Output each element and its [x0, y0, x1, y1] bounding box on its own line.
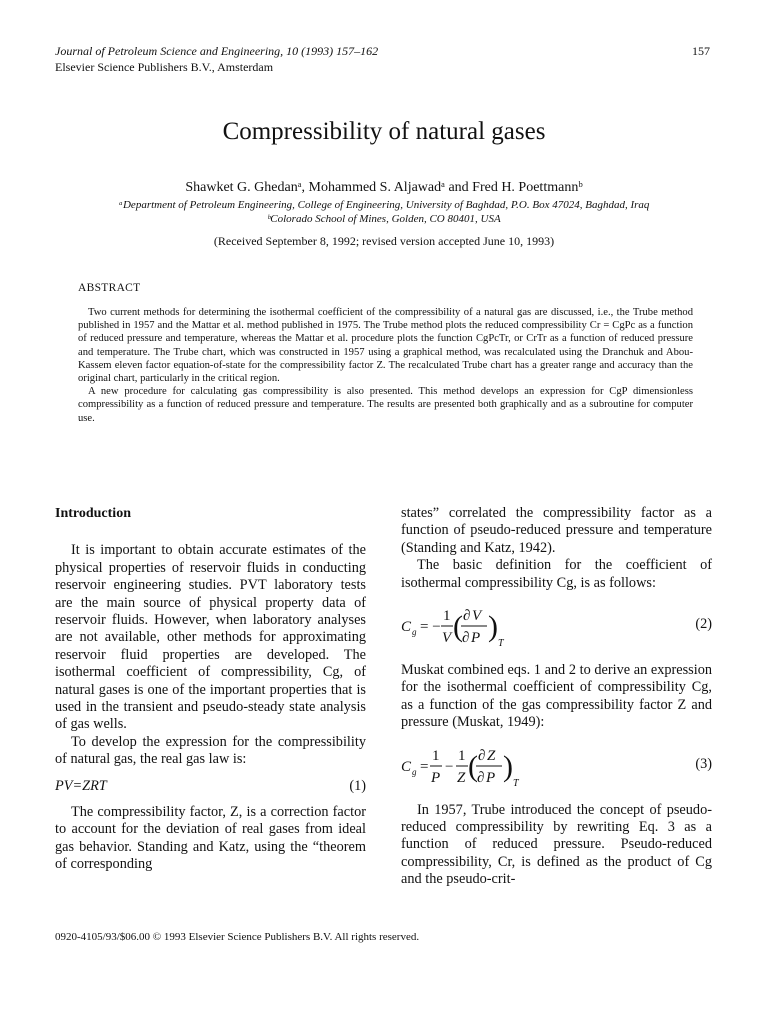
svg-text:= −: = − [420, 619, 441, 636]
svg-text:−: − [445, 758, 454, 775]
abstract-paragraph-2: A new procedure for calculating gas compressibility is also presented. This method develops an expression for CgP dimensionless compressibility as a function of reduced pressure and temperature. The results are presented both graphically and as a subroutine for computer use. [78, 386, 693, 424]
equation-3-number: (3) [695, 755, 712, 772]
affiliation-a: ᵃDepartment of Petroleum Engineering, College of Engineering, University of Baghdad, P.O. Box 47024, Baghdad, Iraq [118, 199, 650, 211]
svg-text:∂: ∂ [463, 608, 471, 625]
svg-text:C: C [401, 619, 412, 636]
intro-paragraph-1: It is important to obtain accurate estimates of the physical properties of reservoir fluids in conducting reservoir engineering studies. PVT laboratory tests are the main source of physical property data of reservoir fluids. However, when laboratory analyses are not available, other methods for approximating reservoir fluid properties are developed. The isothermal coefficient of compressibility, Cg, of natural gases is one of the important properties that is used in the transient and pseudo-steady state analysis of gas wells. [55, 542, 366, 733]
svg-text:(: ( [453, 610, 463, 644]
svg-text:): ) [503, 749, 513, 783]
journal-citation: Journal of Petroleum Science and Engineering, 10 (1993) 157–162 [55, 44, 379, 58]
author-list: Shawket G. Ghedanᵃ, Mohammed S. Aljawadᵃ and Fred H. Poettmannᵇ [185, 180, 583, 195]
abstract-heading: ABSTRACT [78, 282, 141, 294]
left-column [55, 505, 366, 874]
right-paragraph-3: Muskat combined eqs. 1 and 2 to derive an expression for the isothermal coefficient of compressibility Cg, as a function of the gas compressibility factor Z and pressure (Muskat, 1949): [401, 662, 712, 731]
svg-text:g: g [412, 627, 417, 638]
equation-3 [401, 738, 712, 794]
svg-text:V: V [472, 608, 482, 625]
svg-text:Z: Z [487, 747, 496, 764]
equation-1 [55, 778, 366, 795]
svg-text:g: g [412, 766, 417, 777]
svg-text:P: P [486, 769, 496, 786]
svg-text:=: = [420, 758, 429, 775]
abstract-paragraph-1: Two current methods for determining the isothermal coefficient of the compressibility of a natural gas are discussed, i.e., the Trube method published in 1957 and the Mattar et al. method published in 1975. The Trube method plots the reduced compressibility Cr = CgPc as a function of reduced pressure and temperature, whereas the Mattar et al. procedure plots the function CgPcTr, or CrTr as a function of reduced pressure and temperature. The Trube chart, which was constructed in 1957 using a graphical method, was recalculated using the Dranchuk and Abou-Kassem eleven factor equation-of-state for the compressibility factor Z. The recalculated Trube chart has a greater range and accuracy than the original chart, particularly in the critical region. [78, 307, 693, 385]
svg-text:1: 1 [443, 608, 451, 625]
right-paragraph-2: The basic definition for the coefficient of isothermal compressibility Cg, is as follows: [401, 557, 712, 591]
publisher-line: Elsevier Science Publishers B.V., Amsterdam [55, 60, 274, 74]
page-number: 157 [692, 44, 710, 58]
affiliation-b: ᵇColorado School of Mines, Golden, CO 80401, USA [267, 213, 501, 225]
copyright-footer: 0920-4105/93/$06.00 © 1993 Elsevier Science Publishers B.V. All rights reserved. [55, 931, 420, 943]
svg-text:∂: ∂ [462, 630, 470, 647]
svg-text:∂: ∂ [477, 769, 485, 786]
intro-paragraph-3: The compressibility factor, Z, is a correction factor to account for the deviation of real gases from ideal gas behavior. Standing and Katz, using the “theorem of corresponding [55, 804, 366, 873]
svg-text:Z: Z [457, 769, 466, 786]
section-heading-introduction: Introduction [55, 506, 131, 521]
svg-text:P: P [471, 630, 481, 647]
received-dates: (Received September 8, 1992; revised version accepted June 10, 1993) [213, 234, 555, 248]
svg-text:): ) [488, 610, 498, 644]
svg-text:∂: ∂ [478, 747, 486, 764]
abstract-body [78, 306, 693, 425]
equation-2-formula [401, 598, 621, 654]
svg-text:P: P [431, 769, 441, 786]
right-paragraph-1: states” correlated the compressibility factor as a function of pseudo-reduced pressure and temperature (Standing and Katz, 1942). [401, 505, 712, 556]
paper-title: Compressibility of natural gases [222, 118, 546, 145]
svg-text:T: T [513, 777, 519, 789]
equation-2 [401, 598, 712, 654]
svg-text:C: C [401, 758, 412, 775]
equation-3-formula [401, 738, 621, 794]
right-paragraph-4: In 1957, Trube introduced the concept of pseudo-reduced compressibility by rewriting Eq. 3 as a function of reduced pressure. Pseudo-reduced compressibility, Cr, is defined as the product of Cg and the pseudo-crit- [401, 801, 712, 888]
equation-1-number: (1) [349, 777, 366, 794]
right-column [401, 505, 712, 889]
svg-text:1: 1 [432, 747, 440, 764]
intro-paragraph-2: To develop the expression for the compressibility of natural gas, the real gas law is: [55, 733, 366, 768]
svg-text:(: ( [468, 749, 478, 783]
equation-1-text: PV=ZRT [55, 777, 107, 794]
svg-text:1: 1 [458, 747, 466, 764]
equation-2-number: (2) [695, 616, 712, 633]
svg-text:T: T [498, 638, 504, 650]
svg-text:V: V [442, 630, 452, 647]
